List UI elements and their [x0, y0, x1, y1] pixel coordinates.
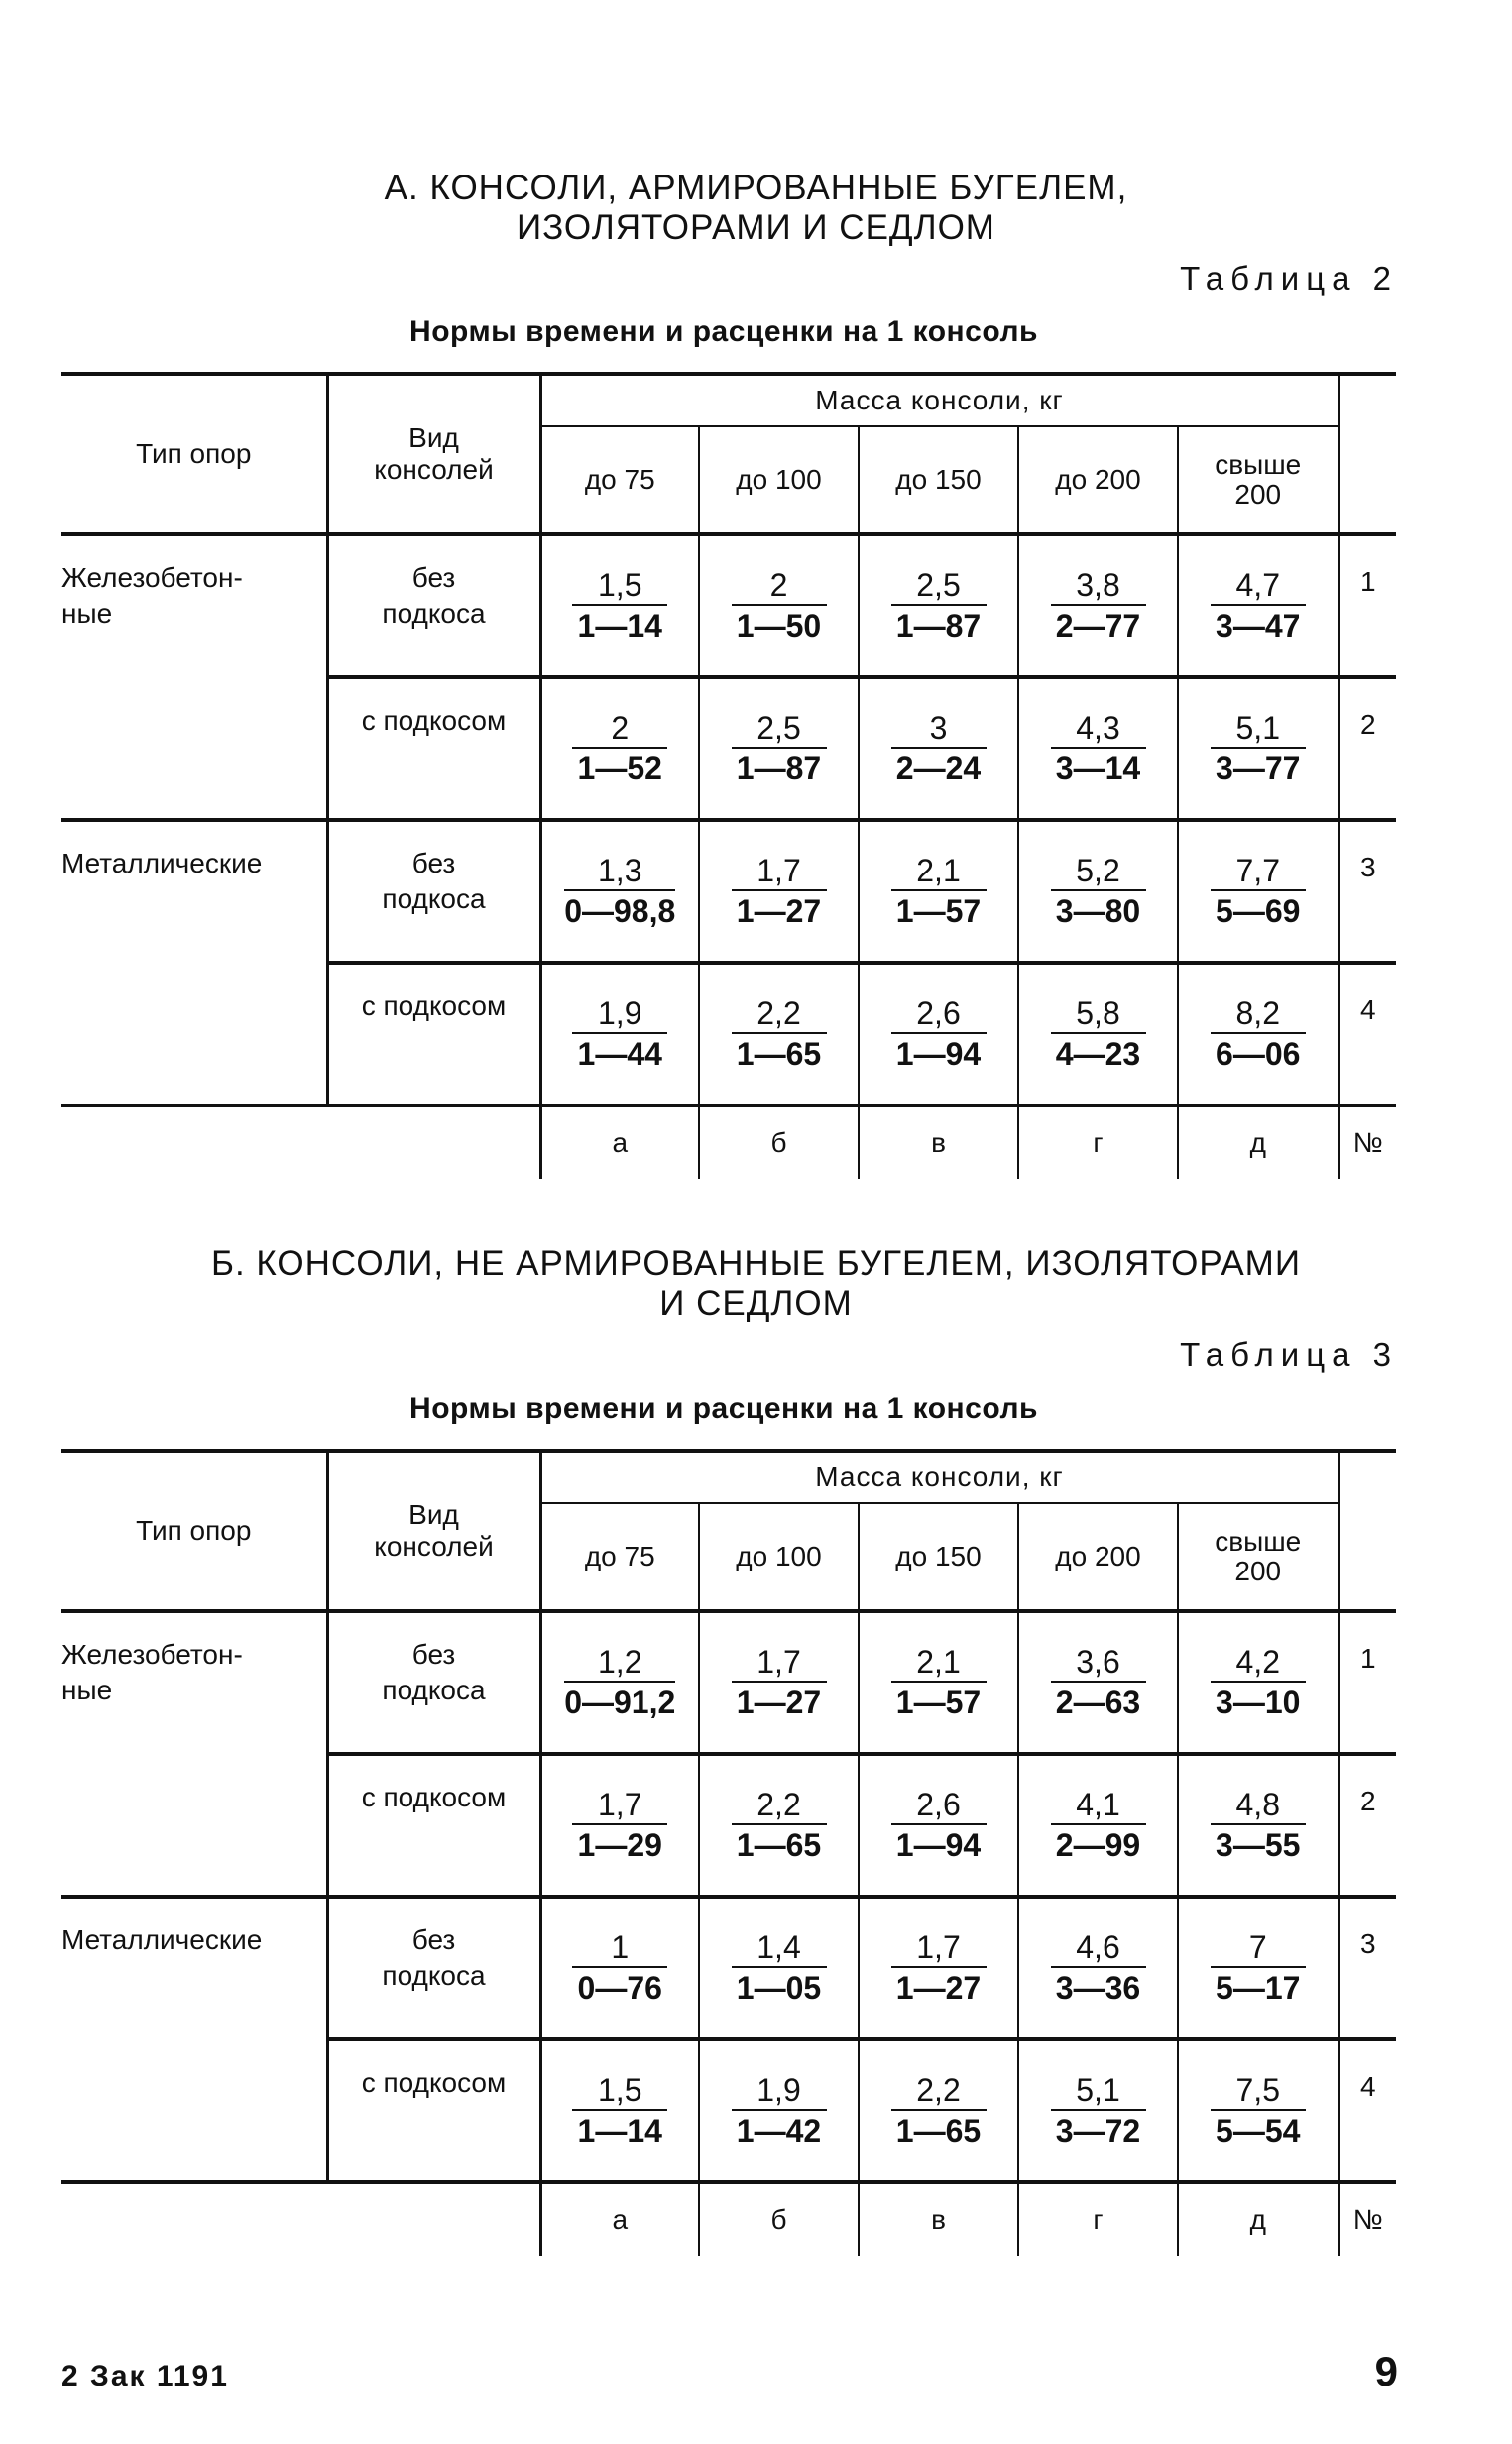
- value-norm: 2,1: [891, 852, 987, 891]
- type-metal: Металлические: [61, 1897, 327, 2182]
- section-a-heading-line2: ИЗОЛЯТОРАМИ И СЕДЛОМ: [517, 208, 995, 247]
- value-norm: 1,5: [572, 2071, 667, 2111]
- value-norm: 1,7: [732, 852, 827, 891]
- column-letter: в: [859, 2182, 1018, 2256]
- vid-bez-line2: подкоса: [382, 1675, 486, 1705]
- type-zhb: [61, 1611, 327, 1897]
- value-cell: [540, 1897, 699, 2039]
- vid-s-podkosom: с подкосом: [327, 963, 540, 1106]
- column-letters-row: [61, 2182, 1396, 2256]
- column-letter: а: [540, 1106, 699, 1179]
- blank-cell: [327, 2182, 540, 2256]
- value-norm: 3: [891, 709, 987, 749]
- value-norm: 5,1: [1211, 709, 1306, 749]
- vid-bez-line1: без: [411, 848, 456, 878]
- value-rate: 2—63: [1055, 1685, 1141, 1720]
- value-cell: [859, 2039, 1018, 2182]
- value-norm: 2,2: [732, 1786, 827, 1825]
- value-rate: 0—98,8: [564, 893, 676, 929]
- value-rate: 1—44: [577, 1036, 662, 1072]
- value-rate: 1—52: [577, 751, 662, 786]
- value-rate: 2—99: [1055, 1827, 1141, 1863]
- column-letter: в: [859, 1106, 1018, 1179]
- value-cell: [540, 1754, 699, 1897]
- value-cell: [540, 677, 699, 820]
- value-norm: 5,1: [1051, 2071, 1146, 2111]
- table-2-label: Таблица 2: [1180, 260, 1398, 296]
- value-rate: 1—94: [895, 1036, 982, 1072]
- value-rate: 3—36: [1055, 1970, 1141, 2006]
- value-rate: 0—91,2: [564, 1685, 676, 1720]
- header-col-a: до 75: [540, 1503, 699, 1611]
- header-no-cell: [1338, 374, 1396, 534]
- value-norm: 3,8: [1051, 566, 1146, 606]
- column-letter: д: [1178, 2182, 1338, 2256]
- value-cell: [1018, 1611, 1178, 1754]
- vid-s-podkosom: с подкосом: [327, 2039, 540, 2182]
- value-cell: [1018, 1754, 1178, 1897]
- value-rate: 1—42: [736, 2113, 822, 2149]
- vid-bez-line2: подкоса: [382, 1960, 486, 1991]
- table-row: [61, 534, 1396, 677]
- value-cell: [859, 963, 1018, 1106]
- value-norm: 7: [1211, 1928, 1306, 1968]
- table-3-label: Таблица 3: [1180, 1337, 1398, 1373]
- value-norm: 2,2: [732, 994, 827, 1034]
- value-cell: [540, 1611, 699, 1754]
- vid-bez-line1: без: [411, 1639, 456, 1670]
- vid-s-podkosom: с подкосом: [327, 1754, 540, 1897]
- header-vid-line2: консолей: [374, 1531, 494, 1562]
- column-letter: г: [1018, 2182, 1178, 2256]
- value-norm: 1,9: [572, 994, 667, 1034]
- vid-bez: [327, 1897, 540, 2039]
- header-col-d: до 200: [1018, 426, 1178, 534]
- value-cell: [699, 1754, 859, 1897]
- value-cell: [1018, 820, 1178, 963]
- value-rate: 1—65: [736, 1827, 822, 1863]
- value-cell: [1178, 1754, 1338, 1897]
- no-sign: №: [1338, 1106, 1396, 1179]
- header-mass: Масса консоли, кг: [540, 1451, 1338, 1503]
- vid-bez-line2: подкоса: [382, 598, 486, 629]
- blank-cell: [61, 2182, 327, 2256]
- value-rate: 1—27: [736, 893, 822, 929]
- value-rate: 3—47: [1216, 608, 1301, 643]
- value-rate: 1—94: [895, 1827, 982, 1863]
- value-cell: [699, 963, 859, 1106]
- value-norm: 2,6: [891, 994, 987, 1034]
- section-a-heading: [0, 169, 1512, 248]
- value-rate: 1—65: [736, 1036, 822, 1072]
- value-cell: [859, 1897, 1018, 2039]
- value-rate: 3—80: [1055, 893, 1141, 929]
- header-col-c: до 150: [859, 1503, 1018, 1611]
- value-cell: [859, 534, 1018, 677]
- value-norm: 2,1: [891, 1643, 987, 1683]
- value-norm: 1,7: [891, 1928, 987, 1968]
- section-b-heading: [0, 1244, 1512, 1324]
- value-norm: 2,2: [891, 2071, 987, 2111]
- table-2-caption: Нормы времени и расценки на 1 консоль: [409, 315, 1038, 348]
- value-norm: 4,6: [1051, 1928, 1146, 1968]
- value-norm: 4,1: [1051, 1786, 1146, 1825]
- vid-bez: [327, 820, 540, 963]
- value-cell: [699, 677, 859, 820]
- column-letter: а: [540, 2182, 699, 2256]
- value-cell: [1178, 820, 1338, 963]
- header-no-cell: [1338, 1451, 1396, 1611]
- vid-bez: [327, 1611, 540, 1754]
- value-rate: 1—87: [895, 608, 982, 643]
- value-cell: [1178, 1897, 1338, 2039]
- value-norm: 1: [572, 1928, 667, 1968]
- column-letter: б: [699, 1106, 859, 1179]
- value-norm: 3,6: [1051, 1643, 1146, 1683]
- value-norm: 1,7: [572, 1786, 667, 1825]
- value-norm: 1,9: [732, 2071, 827, 2111]
- value-cell: [1018, 963, 1178, 1106]
- value-cell: [859, 1754, 1018, 1897]
- value-rate: 4—23: [1055, 1036, 1141, 1072]
- header-vid-line1: Вид: [408, 422, 459, 453]
- header-vid-line1: Вид: [408, 1499, 459, 1530]
- value-rate: 2—77: [1055, 608, 1141, 643]
- table-row: [61, 1611, 1396, 1754]
- value-cell: [859, 677, 1018, 820]
- value-cell: [1018, 1897, 1178, 2039]
- value-cell: [1018, 2039, 1178, 2182]
- column-letters-row: [61, 1106, 1396, 1179]
- value-rate: 1—27: [736, 1685, 822, 1720]
- blank-cell: [61, 1106, 327, 1179]
- value-cell: [699, 534, 859, 677]
- value-rate: 1—29: [577, 1827, 662, 1863]
- row-number: 1: [1338, 534, 1396, 677]
- value-rate: 5—69: [1216, 893, 1301, 929]
- value-norm: 2,5: [891, 566, 987, 606]
- table-3: [61, 1449, 1396, 2256]
- vid-bez-line2: подкоса: [382, 883, 486, 914]
- value-cell: [1178, 1611, 1338, 1754]
- value-cell: [1018, 677, 1178, 820]
- value-cell: [1178, 534, 1338, 677]
- type-zhb-line1: Железобетон-: [61, 562, 243, 593]
- value-norm: 1,5: [572, 566, 667, 606]
- value-norm: 4,7: [1211, 566, 1306, 606]
- value-cell: [540, 534, 699, 677]
- header-vid: [327, 1451, 540, 1611]
- row-number: 4: [1338, 2039, 1396, 2182]
- value-cell: [540, 820, 699, 963]
- no-sign: №: [1338, 2182, 1396, 2256]
- type-zhb-line1: Железобетон-: [61, 1639, 243, 1670]
- value-norm: 4,3: [1051, 709, 1146, 749]
- value-cell: [699, 2039, 859, 2182]
- header-col-c: до 150: [859, 426, 1018, 534]
- table-row: [61, 820, 1396, 963]
- value-norm: 7,5: [1211, 2071, 1306, 2111]
- header-col-e-line2: 200: [1234, 1556, 1282, 1586]
- value-rate: 3—72: [1055, 2113, 1141, 2149]
- table-3-caption: Нормы времени и расценки на 1 консоль: [409, 1392, 1038, 1425]
- value-rate: 1—14: [577, 608, 662, 643]
- header-col-e: [1178, 426, 1338, 534]
- row-number: 2: [1338, 677, 1396, 820]
- header-col-e: [1178, 1503, 1338, 1611]
- type-zhb: [61, 534, 327, 820]
- header-mass: Масса консоли, кг: [540, 374, 1338, 426]
- header-type: Тип опор: [61, 374, 327, 534]
- value-rate: 1—57: [895, 893, 982, 929]
- value-rate: 3—10: [1216, 1685, 1301, 1720]
- value-cell: [1178, 963, 1338, 1106]
- header-vid: [327, 374, 540, 534]
- value-cell: [540, 2039, 699, 2182]
- value-rate: 1—65: [895, 2113, 982, 2149]
- value-cell: [859, 820, 1018, 963]
- table-2: [61, 372, 1396, 1179]
- vid-s-podkosom: с подкосом: [327, 677, 540, 820]
- value-norm: 2,5: [732, 709, 827, 749]
- value-norm: 2: [572, 709, 667, 749]
- value-cell: [699, 1897, 859, 2039]
- value-rate: 2—24: [895, 751, 982, 786]
- vid-bez-line1: без: [411, 1924, 456, 1955]
- value-cell: [1178, 2039, 1338, 2182]
- value-norm: 4,8: [1211, 1786, 1306, 1825]
- type-zhb-line2: ные: [61, 598, 113, 629]
- value-norm: 1,2: [564, 1643, 675, 1683]
- value-rate: 1—87: [736, 751, 822, 786]
- value-norm: 1,4: [732, 1928, 827, 1968]
- value-norm: 1,7: [732, 1643, 827, 1683]
- value-norm: 1,3: [564, 852, 675, 891]
- value-cell: [540, 963, 699, 1106]
- value-norm: 2,6: [891, 1786, 987, 1825]
- value-rate: 1—14: [577, 2113, 662, 2149]
- type-metal: Металлические: [61, 820, 327, 1106]
- value-cell: [699, 820, 859, 963]
- value-cell: [699, 1611, 859, 1754]
- column-letter: г: [1018, 1106, 1178, 1179]
- value-rate: 6—06: [1216, 1036, 1301, 1072]
- value-rate: 5—54: [1216, 2113, 1301, 2149]
- column-letter: д: [1178, 1106, 1338, 1179]
- type-zhb-line2: ные: [61, 1675, 113, 1705]
- footer-order-note: 2 Зак 1191: [61, 2360, 229, 2392]
- value-rate: 3—14: [1055, 751, 1141, 786]
- value-rate: 1—05: [736, 1970, 822, 2006]
- value-cell: [1178, 677, 1338, 820]
- vid-bez-line1: без: [411, 562, 456, 593]
- value-rate: 3—55: [1216, 1827, 1301, 1863]
- value-rate: 5—17: [1216, 1970, 1301, 2006]
- section-a-heading-line1: А. КОНСОЛИ, АРМИРОВАННЫЕ БУГЕЛЕМ,: [384, 169, 1128, 207]
- column-letter: б: [699, 2182, 859, 2256]
- value-rate: 3—77: [1216, 751, 1301, 786]
- value-norm: 2: [732, 566, 827, 606]
- value-cell: [859, 1611, 1018, 1754]
- section-b-heading-line1: Б. КОНСОЛИ, НЕ АРМИРОВАННЫЕ БУГЕЛЕМ, ИЗОЛЯТОРАМИ: [211, 1244, 1301, 1283]
- row-number: 3: [1338, 820, 1396, 963]
- header-col-e-line2: 200: [1234, 479, 1282, 510]
- row-number: 3: [1338, 1897, 1396, 2039]
- value-cell: [1018, 534, 1178, 677]
- header-col-d: до 200: [1018, 1503, 1178, 1611]
- row-number: 4: [1338, 963, 1396, 1106]
- value-rate: 1—57: [895, 1685, 982, 1720]
- header-col-e-line1: свыше: [1215, 449, 1302, 480]
- value-rate: 0—76: [577, 1970, 662, 2006]
- page-number: 9: [1374, 2348, 1398, 2394]
- row-number: 2: [1338, 1754, 1396, 1897]
- value-norm: 5,8: [1051, 994, 1146, 1034]
- header-vid-line2: консолей: [374, 454, 494, 485]
- row-number: 1: [1338, 1611, 1396, 1754]
- value-rate: 1—50: [736, 608, 822, 643]
- header-type: Тип опор: [61, 1451, 327, 1611]
- table-row: [61, 1897, 1396, 2039]
- value-rate: 1—27: [895, 1970, 982, 2006]
- vid-bez: [327, 534, 540, 677]
- header-col-b: до 100: [699, 1503, 859, 1611]
- header-col-a: до 75: [540, 426, 699, 534]
- value-norm: 8,2: [1211, 994, 1306, 1034]
- value-norm: 5,2: [1051, 852, 1146, 891]
- blank-cell: [327, 1106, 540, 1179]
- value-norm: 4,2: [1211, 1643, 1306, 1683]
- header-col-b: до 100: [699, 426, 859, 534]
- header-col-e-line1: свыше: [1215, 1526, 1302, 1557]
- section-b-heading-line2: И СЕДЛОМ: [659, 1284, 853, 1323]
- value-norm: 7,7: [1211, 852, 1306, 891]
